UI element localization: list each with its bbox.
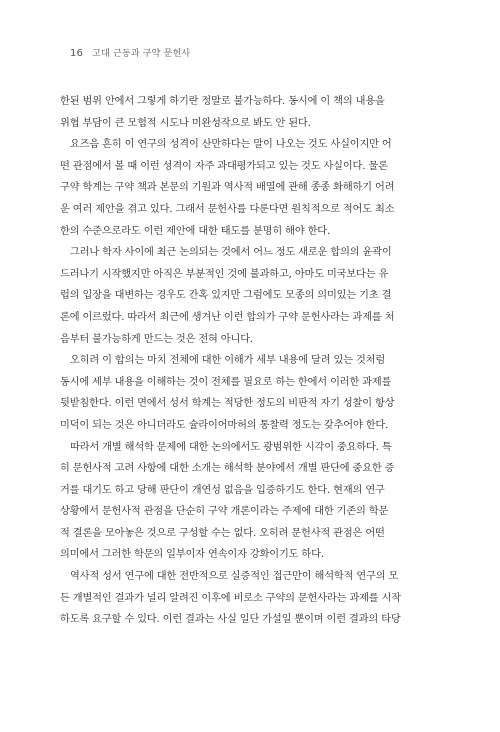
- text-line: 거를 대기도 하고 당해 판단이 개연성 없음을 입증하기도 한다. 현재의 연구: [60, 484, 385, 496]
- text-line: 뒷받침한다. 이런 면에서 성서 학계는 적당한 정도의 비판적 자기 성찰이 항상: [60, 398, 395, 410]
- text-line: 따라서 개별 해석학 문제에 대한 논의에서도 광범위한 시각이 중요하다. 특: [70, 441, 392, 453]
- text-line: 적 결론을 모아놓은 것으로 구성할 수는 없다. 오히려 문헌사적 관점은 어떤: [60, 527, 385, 539]
- page-number: 16: [70, 48, 84, 59]
- text-line: 떤 관점에서 볼 때 이런 성격이 자주 과대평가되고 있는 것도 사실이다. 물론: [60, 160, 388, 172]
- running-header: [70, 46, 190, 59]
- body-text: [60, 91, 442, 631]
- paragraph: [60, 566, 442, 631]
- text-line: 구약 학계는 구약 책과 본문의 기원과 역사적 배열에 관해 종종 화해하기 어려: [60, 182, 395, 194]
- text-line: 론에 이르렀다. 따라서 최근에 생겨난 이런 합의가 구약 문헌사라는 과제를 처: [60, 311, 395, 323]
- text-line: 요즈음 흔히 이 연구의 성격이 산만하다는 말이 나오는 것도 사실이지만 어: [70, 139, 392, 151]
- text-line: 히 문헌사적 고려 사항에 대한 소개는 해석학 분야에서 개별 판단에 중요한 증: [60, 463, 395, 475]
- paragraph: [60, 242, 442, 350]
- text-line: 드러나기 시작했지만 아직은 부분적인 것에 불과하고, 아마도 미국보다는 유: [60, 268, 389, 280]
- text-line: 역사적 성서 연구에 대한 전반적으로 실증적인 접근만이 해석학적 연구의 모: [70, 571, 399, 583]
- text-line: 한된 범위 안에서 그렇게 하기란 정말로 불가능하다. 동시에 이 책의 내용을: [60, 96, 385, 107]
- book-title: 고대 근동과 구약 문헌사: [92, 49, 191, 59]
- text-line: 하도록 요구할 수 있다. 이런 결과는 사실 일단 가설일 뿐이며 이런 결과의 타당: [60, 614, 401, 626]
- text-line: 든 개별적인 결과가 널리 알려진 이후에 비로소 구약의 문헌사라는 과제를 시작: [60, 592, 401, 604]
- text-line: 위협 부담이 큰 모험적 시도나 미완성작으로 봐도 안 된다.: [60, 117, 311, 129]
- text-line: 그러나 학자 사이에 최근 논의되는 것에서 어느 정도 새로운 합의의 윤곽이: [70, 247, 392, 259]
- text-line: 럽의 입장을 대변하는 경우도 간혹 있지만 그럼에도 모종의 의미있는 기초 결: [60, 290, 392, 302]
- text-line: 동시에 세부 내용을 이해하는 것이 전체를 필요로 하는 한에서 이러한 과제를: [60, 376, 392, 388]
- text-line: 의미에서 그러한 학문의 일부이자 연속이자 강화이기도 하다.: [60, 549, 324, 561]
- text-line: 오히려 이 합의는 마치 전체에 대한 이해가 세부 내용에 달려 있는 것처럼: [70, 355, 386, 367]
- text-line: 한의 수준으로라도 이런 제안에 대한 태도를 분명히 해야 한다.: [60, 225, 331, 237]
- paragraph: [60, 350, 442, 436]
- paragraph: [60, 437, 442, 567]
- paragraph: [60, 134, 442, 242]
- text-line: 운 여러 제안을 겪고 있다. 그래서 문헌사를 다룬다면 원칙적으로 적어도 최소: [60, 203, 395, 215]
- paragraph: [60, 91, 442, 134]
- text-line: 상황에서 문헌사적 관점을 단순히 구약 개론이라는 주제에 대한 기존의 학문: [60, 506, 389, 518]
- text-line: 미덕이 되는 것은 아니더라도 슐라이어마허의 통찰력 정도는 갖추어야 한다.: [60, 419, 389, 431]
- text-line: 음부터 불가능하게 만드는 것은 전혀 아니다.: [60, 333, 253, 345]
